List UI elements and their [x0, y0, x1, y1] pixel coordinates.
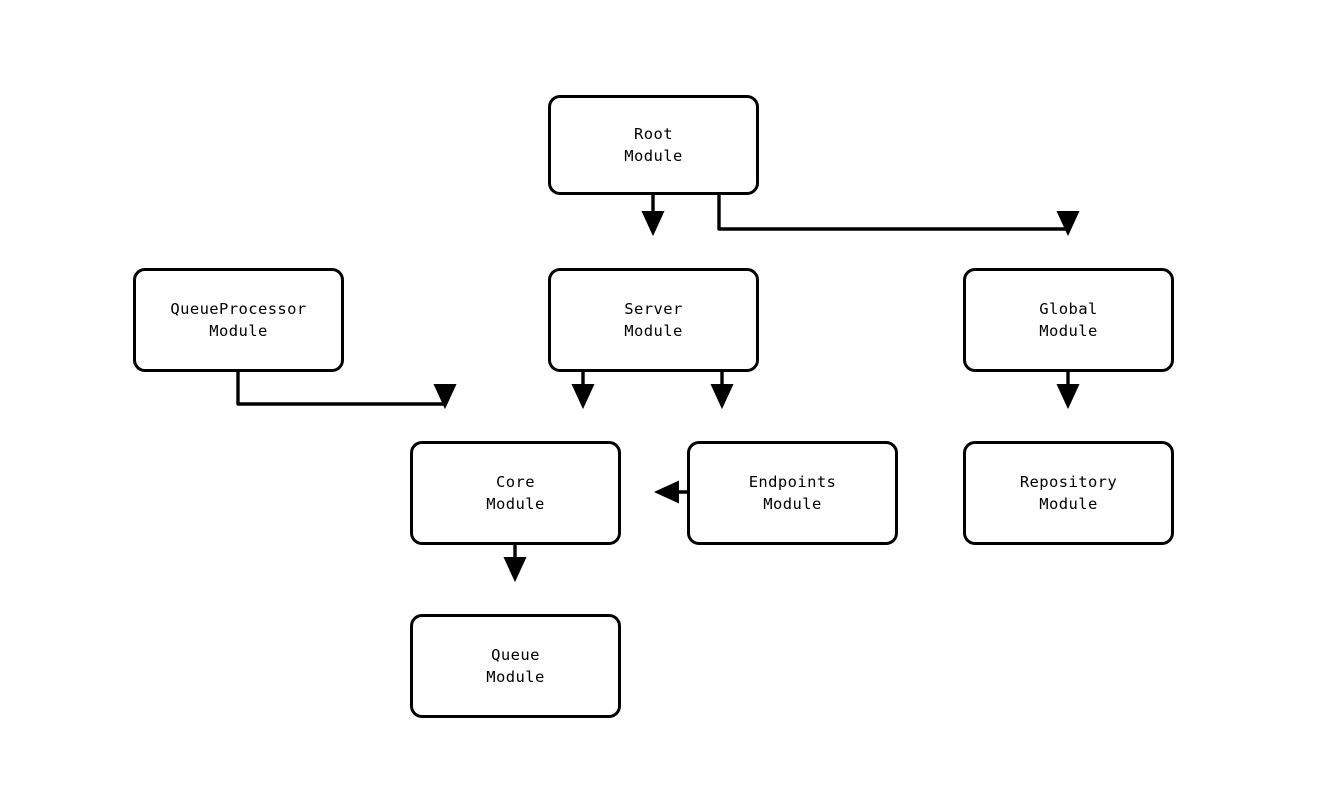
- edge-root-to-global: [719, 195, 1068, 232]
- node-label-line2: Module: [209, 322, 268, 340]
- node-label-line1: Repository: [1019, 473, 1118, 491]
- node-label-line2: Module: [624, 147, 683, 165]
- node-global-module[interactable]: [963, 268, 1174, 372]
- edge-queueprocessor-to-core: [238, 372, 445, 405]
- node-label-line1: Endpoints: [748, 473, 837, 491]
- node-label-line2: Module: [486, 668, 545, 686]
- node-label-line1: Queue: [491, 646, 540, 664]
- node-endpoints-module[interactable]: [687, 441, 898, 545]
- node-root-module[interactable]: [548, 95, 759, 195]
- node-core-module[interactable]: [410, 441, 621, 545]
- node-label-line1: Server: [624, 300, 683, 318]
- node-label-line1: QueueProcessor: [170, 300, 307, 318]
- node-label-line2: Module: [763, 495, 822, 513]
- node-label-line2: Module: [1039, 495, 1098, 513]
- node-queue-module[interactable]: [410, 614, 621, 718]
- node-label-line2: Module: [1039, 322, 1098, 340]
- node-label-line2: Module: [486, 495, 545, 513]
- node-label-line1: Root: [634, 125, 673, 143]
- node-queueprocessor-module[interactable]: [133, 268, 344, 372]
- node-label-line1: Core: [496, 473, 535, 491]
- node-label-line2: Module: [624, 322, 683, 340]
- node-server-module[interactable]: [548, 268, 759, 372]
- node-repository-module[interactable]: [963, 441, 1174, 545]
- node-label-line1: Global: [1039, 300, 1098, 318]
